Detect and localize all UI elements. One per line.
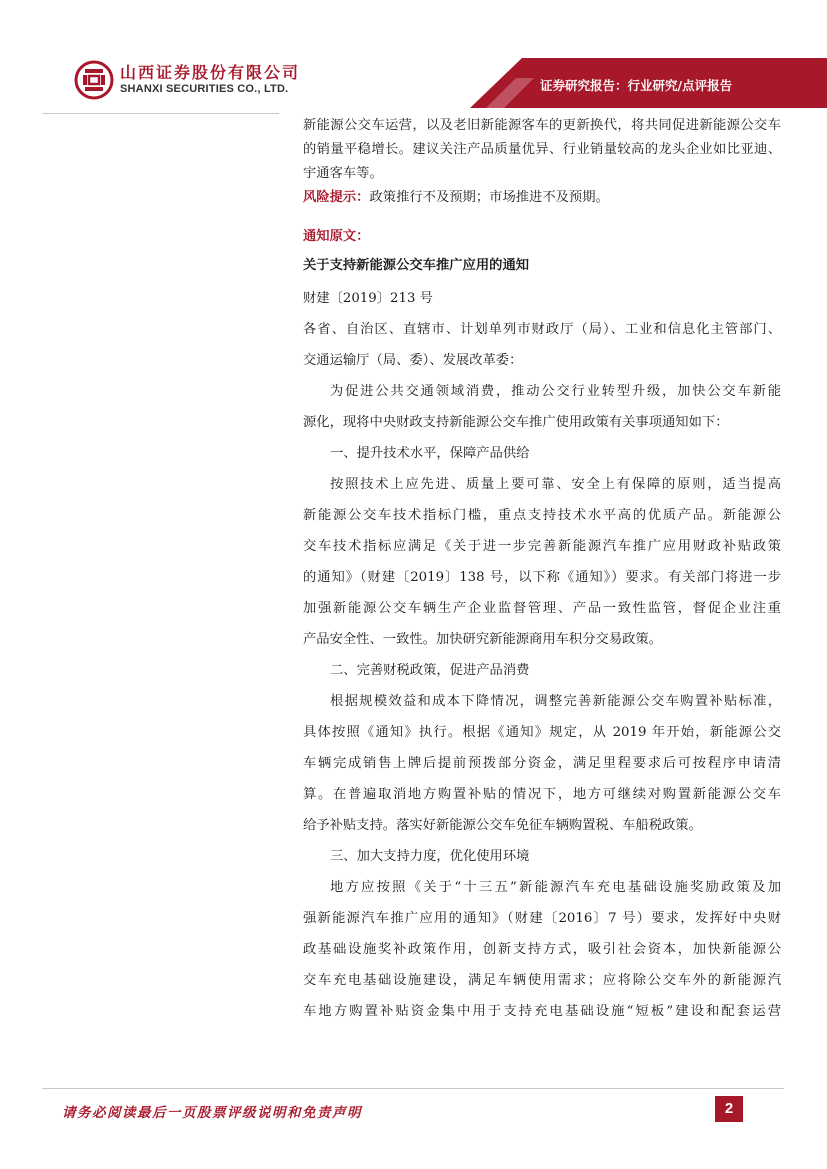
footer-divider [42,1088,784,1089]
notice-line: 交车技术指标应满足《关于进一步完善新能源汽车推广应用财政补贴政策 [303,539,781,554]
notice-line: 为促进公共交通领域消费，推动公交行业转型升级，加快公交车新能 [330,384,781,399]
notice-line: 交通运输厅（局、委）、发展改革委： [303,353,523,368]
notice-line: 强新能源汽车推广应用的通知》（财建〔2016〕7 号）要求，发挥好中央财 [303,911,781,926]
notice-line: 新能源公交车技术指标门槛，重点支持技术水平高的优质产品。新能源公 [303,508,781,523]
notice-line: 按照技术上应先进、质量上要可靠、安全上有保障的原则，适当提高 [330,477,781,492]
header-divider [42,113,279,114]
notice-line: 加强新能源公交车辆生产企业监督管理、产品一致性监管，督促企业注重 [303,601,781,616]
notice-line: 根据规模效益和成本下降情况，调整完善新能源公交车购置补贴标准， [330,694,781,709]
notice-label: 通知原文： [303,229,370,244]
section-heading: 一、提升技术水平，保障产品供给 [330,446,530,461]
notice-line: 产品安全性、一致性。加快研究新能源商用车积分交易政策。 [303,632,663,647]
intro-paragraph: 新能源公交车运营，以及老旧新能源客车的更新换代，将共同促进新能源公交车的销量平稳增长。建议关注产品质量优异、行业销量较高的龙头企业如比亚迪、宇通客车等。 [303,118,781,181]
notice-title: 关于支持新能源公交车推广应用的通知 [303,258,530,273]
notice-line: 源化，现将中央财政支持新能源公交车推广使用政策有关事项通知如下： [303,415,729,430]
page-number: 2 [715,1096,743,1122]
risk-text: 政策推行不及预期；市场推进不及预期。 [369,190,609,205]
company-name-en: SHANXI SECURITIES CO., LTD. [120,83,289,95]
notice-line: 财建〔2019〕213 号 [303,291,433,306]
notice-body [303,283,781,1027]
notice-line: 的通知》（财建〔2019〕138 号，以下称《通知》）要求。有关部门将进一步 [303,570,781,585]
notice-line: 车地方购置补贴资金集中用于支持充电基础设施“短板”建设和配套运营 [303,1004,781,1019]
notice-line: 车辆完成销售上牌后提前预拨部分资金，满足里程要求后可按程序申请清 [303,756,781,771]
notice-line: 各省、自治区、直辖市、计划单列市财政厅（局）、工业和信息化主管部门、 [303,322,781,337]
disclaimer-note: 请务必阅读最后一页股票评级说明和免责声明 [62,1105,362,1121]
report-body [303,114,781,1027]
notice-line: 给予补贴支持。落实好新能源公交车免征车辆购置税、车船税政策。 [303,818,702,833]
risk-warning [303,186,781,210]
notice-line: 政基础设施奖补政策作用，创新支持方式，吸引社会资本，加快新能源公 [303,942,781,957]
notice-line: 具体按照《通知》执行。根据《通知》规定，从 2019 年开始，新能源公交 [303,725,781,740]
risk-label: 风险提示： [303,190,370,205]
notice-line: 交车充电基础设施建设，满足车辆使用需求；应将除公交车外的新能源汽 [303,973,781,988]
notice-line: 算。在普遍取消地方购置补贴的情况下，地方可继续对购置新能源公交车 [303,787,781,802]
company-name-cn: 山西证券股份有限公司 [120,63,301,82]
section-heading: 三、加大支持力度，优化使用环境 [330,849,530,864]
report-type-label: 证券研究报告：行业研究/点评报告 [540,78,733,93]
notice-line: 地方应按照《关于“十三五”新能源汽车充电基础设施奖励政策及加 [330,880,781,895]
section-heading: 二、完善财税政策，促进产品消费 [330,663,530,678]
